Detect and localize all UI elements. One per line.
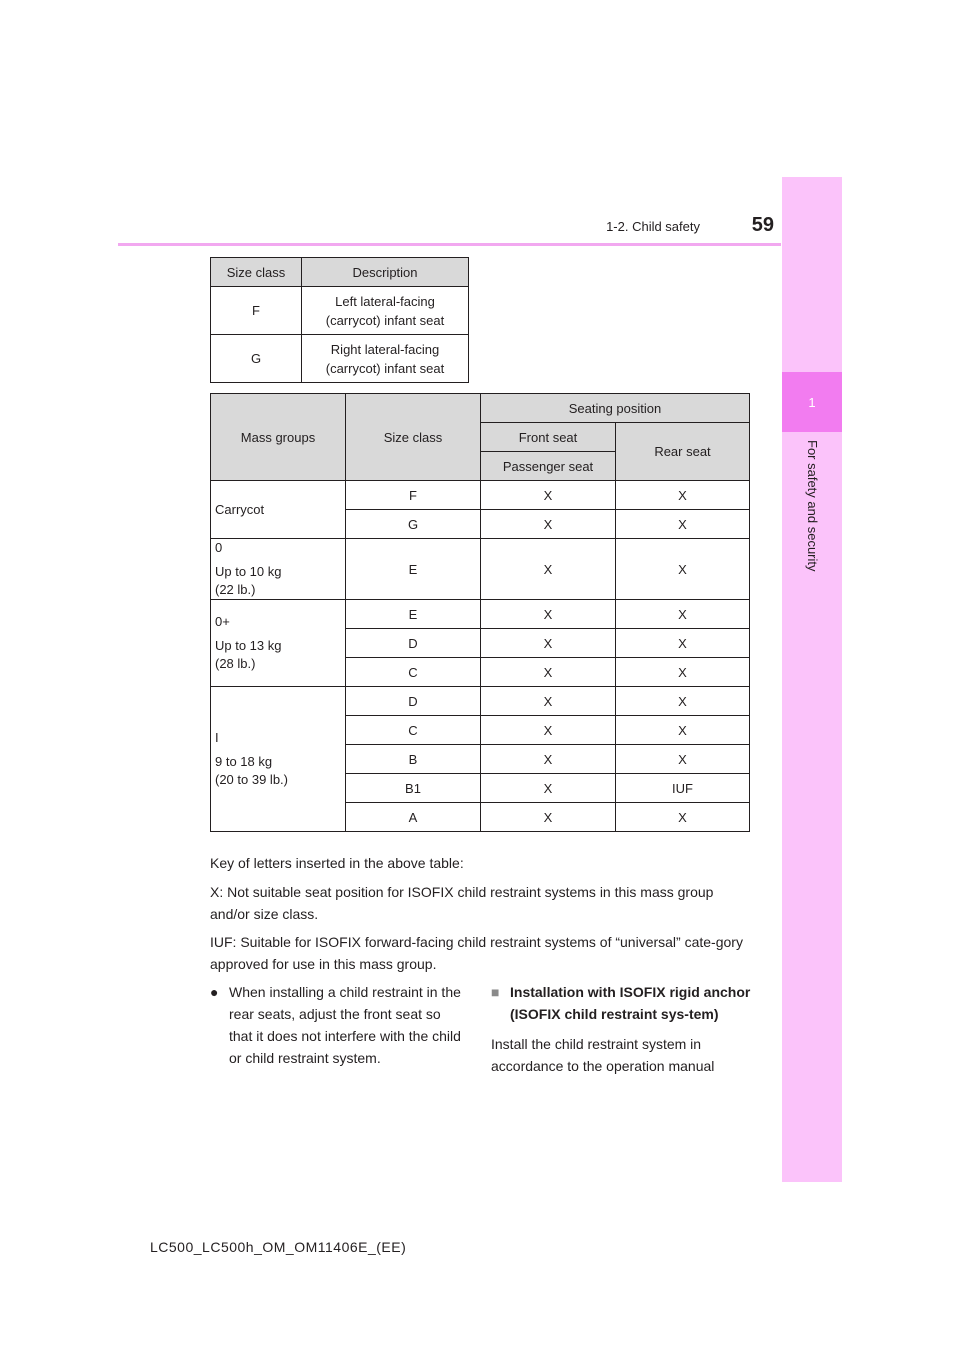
size-class-cell: A — [346, 803, 481, 832]
manual-code: LC500_LC500h_OM_OM11406E_(EE) — [150, 1239, 407, 1255]
column-header-seating-position: Seating position — [481, 394, 750, 423]
mass-group-weight: Up to 10 kg — [215, 564, 282, 579]
size-class-cell: B1 — [346, 774, 481, 803]
rear-seat-cell: X — [616, 600, 750, 629]
key-intro: Key of letters inserted in the above table: — [210, 855, 464, 871]
page-number: 59 — [751, 214, 774, 236]
table-row — [211, 481, 750, 510]
chapter-number: 1 — [808, 394, 816, 410]
size-class-table — [210, 257, 469, 383]
rear-seat-cell: X — [616, 481, 750, 510]
rear-seat-cell: IUF — [616, 774, 750, 803]
mass-group-cell — [211, 600, 346, 687]
seating-position-table — [210, 393, 750, 832]
rear-seat-cell: X — [616, 745, 750, 774]
bullet-text: When installing a child restraint in the rear seats, adjust the front seat so that it does not interfere with the child or child restraint system. — [229, 984, 461, 1066]
passenger-seat-cell: X — [481, 600, 616, 629]
bullet-icon: ● — [210, 984, 219, 1000]
mass-group-name: I — [215, 730, 219, 745]
size-class-cell: C — [346, 716, 481, 745]
rear-seat-cell: X — [616, 687, 750, 716]
section-title: 1-2. Child safety — [606, 219, 700, 234]
chapter-title: For safety and security — [805, 440, 820, 572]
description-line: (carrycot) infant seat — [325, 360, 445, 376]
square-bullet-icon: ■ — [491, 984, 500, 1000]
rear-seat-cell: X — [616, 658, 750, 687]
mass-group-weight: Up to 13 kg — [215, 638, 282, 653]
mass-group-cell — [211, 539, 346, 600]
table-row — [211, 539, 750, 600]
description-line: Right lateral-facing — [330, 341, 440, 357]
mass-group-weight: 9 to 18 kg — [215, 754, 273, 769]
passenger-seat-cell: X — [481, 716, 616, 745]
passenger-seat-cell: X — [481, 658, 616, 687]
size-class-cell: F — [211, 287, 302, 335]
table-row — [211, 287, 469, 335]
key-x-definition: X: Not suitable seat position for ISOFIX child restraint systems in this mass group and/or size class. — [210, 884, 714, 922]
chapter-number-tab — [782, 372, 842, 432]
mass-group-name: Carrycot — [215, 501, 265, 517]
table-row — [211, 335, 469, 383]
table-row — [211, 687, 750, 716]
size-class-cell: E — [346, 600, 481, 629]
table-header-row — [211, 394, 750, 423]
mass-group-weight-lb: (20 to 39 lb.) — [215, 772, 288, 787]
bullet-note — [210, 981, 462, 1069]
mass-group-cell — [211, 481, 346, 539]
size-class-cell: B — [346, 745, 481, 774]
left-column — [210, 981, 462, 1069]
key-iuf-definition: IUF: Suitable for ISOFIX forward-facing child restraint systems of “universal” cate-gory approved for use in this mass group. — [210, 934, 743, 972]
column-header-rear-seat: Rear seat — [616, 423, 750, 481]
rear-seat-cell: X — [616, 629, 750, 658]
rear-seat-cell: X — [616, 539, 750, 600]
rear-seat-cell: X — [616, 803, 750, 832]
description-cell — [302, 335, 469, 383]
size-class-cell: G — [211, 335, 302, 383]
size-class-cell: E — [346, 539, 481, 600]
description-line: Left lateral-facing — [335, 293, 435, 309]
mass-group-weight-lb: (28 lb.) — [215, 656, 256, 671]
rear-seat-cell: X — [616, 510, 750, 539]
column-header-description: Description — [302, 258, 469, 287]
size-class-cell: D — [346, 629, 481, 658]
mass-group-name: 0+ — [215, 614, 230, 629]
size-class-cell: F — [346, 481, 481, 510]
passenger-seat-cell: X — [481, 745, 616, 774]
section-heading — [491, 981, 753, 1025]
size-class-cell: C — [346, 658, 481, 687]
mass-table-body — [211, 481, 750, 832]
passenger-seat-cell: X — [481, 774, 616, 803]
mass-group-name: 0 — [215, 540, 223, 555]
column-header-front-seat: Front seat — [481, 423, 616, 452]
right-column — [491, 981, 753, 1077]
passenger-seat-cell: X — [481, 481, 616, 510]
passenger-seat-cell: X — [481, 539, 616, 600]
column-header-mass-groups: Mass groups — [211, 394, 346, 481]
description-cell — [302, 287, 469, 335]
section-heading-text: Installation with ISOFIX rigid anchor (ISOFIX child restraint sys-tem) — [510, 984, 751, 1022]
passenger-seat-cell: X — [481, 629, 616, 658]
column-header-size-class: Size class — [211, 258, 302, 287]
size-class-cell: D — [346, 687, 481, 716]
passenger-seat-cell: X — [481, 510, 616, 539]
column-header-size-class: Size class — [346, 394, 481, 481]
description-line: (carrycot) infant seat — [325, 312, 445, 328]
mass-group-weight-lb: (22 lb.) — [215, 582, 256, 597]
table-header-row — [211, 258, 469, 287]
column-header-passenger-seat: Passenger seat — [481, 452, 616, 481]
section-body-text: Install the child restraint system in accordance to the operation manual — [491, 1036, 715, 1074]
mass-group-cell — [211, 687, 346, 832]
table-row — [211, 600, 750, 629]
size-class-cell: G — [346, 510, 481, 539]
rear-seat-cell: X — [616, 716, 750, 745]
header-rule — [118, 243, 781, 246]
passenger-seat-cell: X — [481, 803, 616, 832]
side-tab-strip — [782, 177, 842, 1182]
passenger-seat-cell: X — [481, 687, 616, 716]
